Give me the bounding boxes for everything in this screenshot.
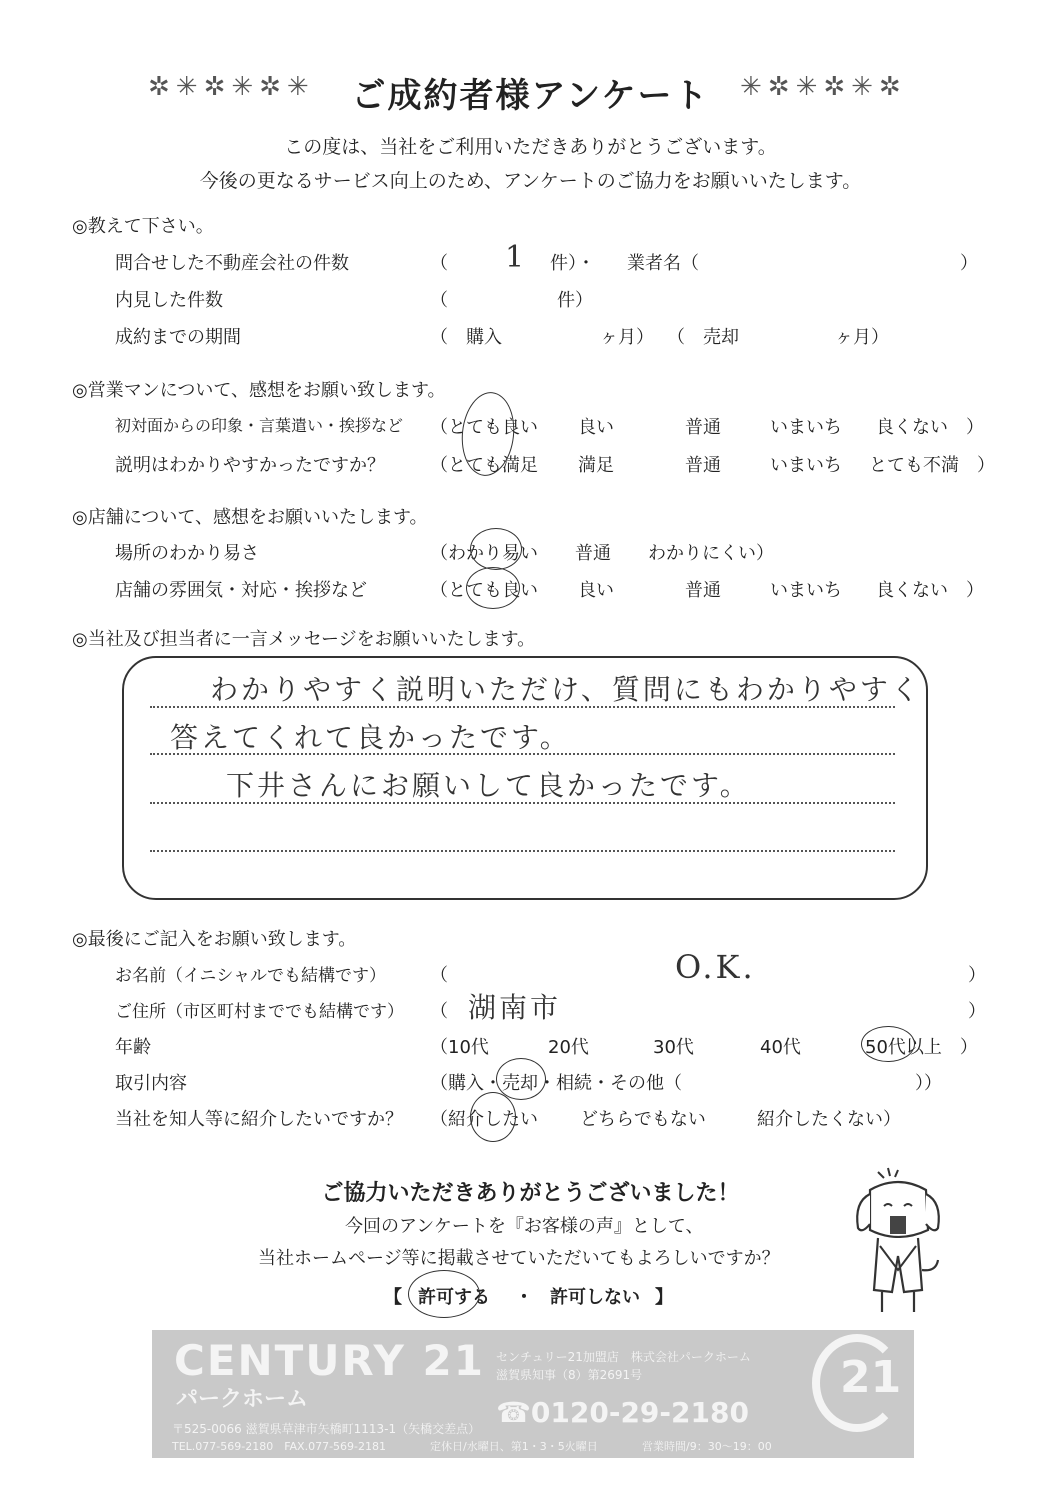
question-viewing-count: 内見した件数 [115, 290, 223, 311]
answer-name: O.K. [675, 948, 756, 986]
option-average[interactable]: 普通 [685, 455, 721, 476]
option-neither[interactable]: どちらでもない [580, 1109, 706, 1130]
question-address: ご住所（市区町村まででも結構です） [115, 1002, 404, 1022]
intro-line-2: 今後の更なるサービス向上のため、アンケートのご協力をお願いいたします。 [199, 170, 862, 192]
intro-line-1: この度は、当社をご利用いただきありがとうございます。 [284, 136, 777, 158]
decoration-right: ✳✲✳✲✳✲ [740, 72, 907, 102]
option-age-30s[interactable]: 30代 [653, 1037, 694, 1058]
question-period: 成約までの期間 [115, 327, 241, 348]
closing-thanks: ご協力いただきありがとうございました！ [321, 1181, 740, 1206]
option-very-good[interactable]: （とても良い [430, 417, 538, 438]
unit-ken: 件） [557, 290, 593, 311]
answer-circle [470, 528, 522, 570]
question-age: 年齢 [115, 1037, 151, 1058]
paren-open: （ [430, 1001, 448, 1022]
paren-close: ） [968, 965, 986, 986]
logo-number: 21 [840, 1352, 902, 1403]
period-sell-label: （ 売却 [667, 327, 739, 348]
company-name-label: 業者名（ [627, 253, 699, 274]
option-allow[interactable]: 許可する [418, 1287, 490, 1308]
option-very-satisfied[interactable]: （とても満足 [430, 455, 538, 476]
question-referral: 当社を知人等に紹介したいですか？ [115, 1109, 403, 1130]
company-kana: パークホーム [176, 1387, 309, 1412]
franchise-label: センチュリー21加盟店 株式会社パークホーム [496, 1350, 751, 1364]
paren-close: ） [960, 253, 978, 274]
company-footer [152, 1330, 914, 1458]
option-very-unsatisfied[interactable]: とても不満 ） [869, 455, 995, 476]
tel-fax: TEL.077-569-2180 FAX.077-569-2181 [172, 1440, 387, 1453]
question-deal-type: 取引内容 [115, 1073, 187, 1094]
page-title: ご成約者様アンケート [351, 76, 710, 116]
deal-type-options[interactable]: （購入・売却・相続・その他（ [430, 1073, 682, 1094]
answer-address: 湖南市 [468, 991, 562, 1024]
answer-inquiry-count: 1 [505, 240, 528, 275]
period-buy-label: （ 購入 [430, 327, 502, 348]
option-hard-to-find[interactable]: わかりにくい） [648, 543, 774, 564]
answer-circle [470, 1092, 516, 1142]
phone-number[interactable] [496, 1396, 749, 1429]
paren-close: ）） [915, 1073, 942, 1094]
question-explanation: 説明はわかりやすかったですか？ [115, 455, 385, 476]
paren-close: ） [968, 1001, 986, 1022]
answer-circle [466, 567, 520, 609]
message-text-line-1: わかりやすく説明いただけ、質問にもわかりやすく [210, 673, 922, 706]
section-heading-store: ◎店舗について、感想をお願いいたします。 [72, 507, 428, 528]
option-very-good[interactable]: （とても良い [430, 580, 538, 601]
dog-mascot-icon [848, 1160, 948, 1320]
paren-open: （ [430, 253, 448, 274]
holiday-info: 定休日/水曜日、第1・3・5火曜日 [430, 1440, 598, 1453]
message-text-line-2: 答えてくれて良かったです。 [170, 721, 571, 754]
paren-open: （ [430, 290, 448, 311]
question-first-impression: 初対面からの印象・言葉遣い・挨拶など [115, 416, 404, 435]
option-good[interactable]: 良い [578, 417, 614, 438]
option-good[interactable]: 良い [578, 580, 614, 601]
section-heading-message: ◎当社及び担当者に一言メッセージをお願いいたします。 [72, 629, 536, 650]
section-heading-final: ◎最後にご記入をお願い致します。 [72, 929, 357, 950]
option-not-great[interactable]: いまいち [770, 455, 842, 476]
option-satisfied[interactable]: 満足 [578, 455, 614, 476]
option-bad[interactable]: 良くない ） [876, 580, 984, 601]
message-text-line-3: 下井さんにお願いして良かったです。 [226, 769, 751, 802]
answer-circle [861, 1026, 915, 1062]
option-easy-to-find[interactable]: （わかり易い [430, 543, 538, 564]
option-deny[interactable]: 許可しない [550, 1287, 640, 1308]
answer-circle [496, 1058, 546, 1100]
option-average[interactable]: 普通 [685, 580, 721, 601]
question-inquiry-count: 問合せした不動産会社の件数 [115, 253, 349, 274]
option-not-great[interactable]: いまいち [770, 417, 842, 438]
option-average[interactable]: 普通 [575, 543, 611, 564]
bracket-open: 【 [384, 1287, 402, 1308]
separator-dot: ・ [515, 1287, 533, 1308]
message-line [150, 850, 895, 852]
period-sell-unit: ヶ月） [835, 327, 889, 348]
answer-circle [408, 1270, 480, 1318]
option-do-not-refer[interactable]: 紹介したくない） [757, 1109, 901, 1130]
section-heading-info: ◎教えて下さい。 [72, 216, 214, 237]
brand-logo: CENTURY 21 [174, 1336, 485, 1385]
closing-line-2: 当社ホームページ等に掲載させていただいてもよろしいですか？ [258, 1248, 780, 1269]
section-heading-sales: ◎営業マンについて、感想をお願い致します。 [72, 380, 446, 401]
option-age-50s-plus[interactable]: 50代以上 ） [865, 1037, 978, 1058]
bracket-close: 】 [655, 1287, 673, 1308]
business-hours: 営業時間/9：30〜19：00 [642, 1440, 772, 1453]
option-age-10s[interactable]: （10代 [430, 1037, 489, 1058]
option-not-great[interactable]: いまいち [770, 580, 842, 601]
option-want-to-refer[interactable]: （紹介したい [430, 1109, 538, 1130]
license-number: 滋賀県知事（8）第2691号 [496, 1368, 643, 1382]
question-name: お名前（イニシャルでも結構です） [115, 966, 386, 986]
company-address: 〒525-0066 滋賀県草津市矢橋町1113-1（矢橋交差点） [172, 1422, 481, 1436]
phone-text: 0120-29-2180 [530, 1396, 749, 1429]
paren-open: （ [430, 965, 448, 986]
question-store-atmosphere: 店舗の雰囲気・対応・挨拶など [115, 580, 367, 601]
period-buy-unit: ヶ月） [600, 327, 654, 348]
option-average[interactable]: 普通 [685, 417, 721, 438]
option-bad[interactable]: 良くない ） [876, 417, 984, 438]
question-location: 場所のわかり易さ [115, 543, 259, 564]
unit-ken: 件）・ [550, 253, 595, 274]
phone-icon: ☎ [496, 1396, 531, 1429]
option-age-20s[interactable]: 20代 [548, 1037, 589, 1058]
decoration-left: ✲✳✲✳✲✳ [148, 72, 315, 102]
option-age-40s[interactable]: 40代 [760, 1037, 801, 1058]
closing-line-1: 今回のアンケートを『お客様の声』として、 [345, 1216, 704, 1237]
